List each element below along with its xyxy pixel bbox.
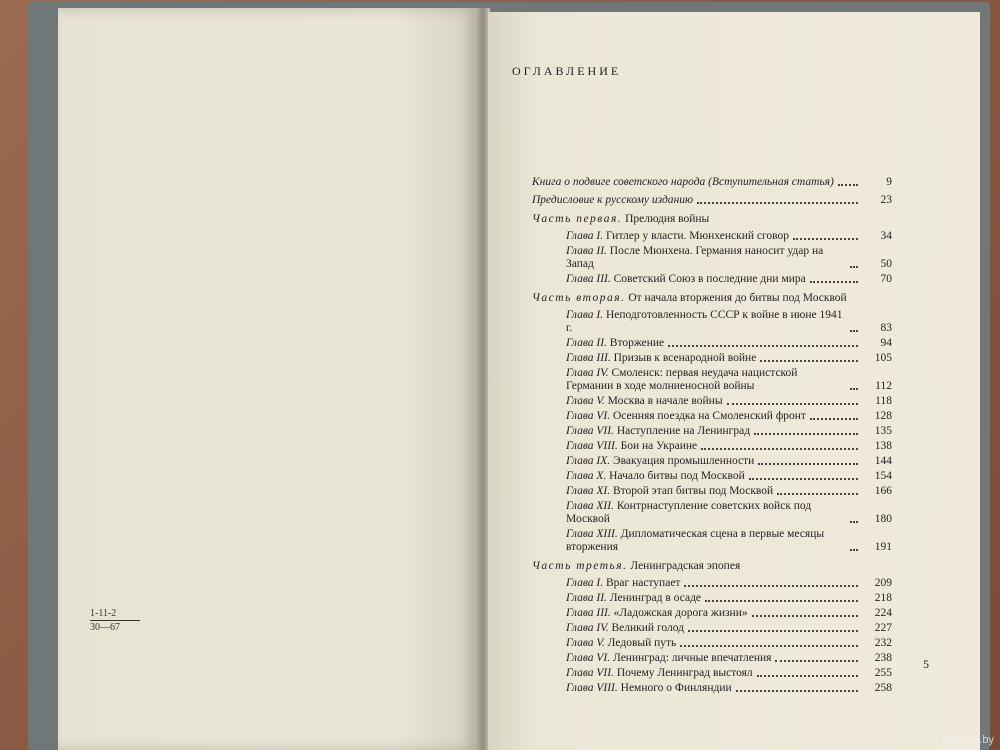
leader-dots — [850, 549, 858, 551]
leader-dots — [749, 478, 858, 480]
chapter-text — [566, 577, 680, 590]
chapter-title: «Ладожская дорога жизни» — [613, 607, 748, 619]
chapter-text — [566, 395, 723, 408]
toc-chapter-entry — [532, 410, 892, 423]
toc-chapter-entry — [532, 470, 892, 483]
chapter-title: Наступление на Ленинград — [616, 425, 751, 437]
page-number: 5 — [923, 657, 929, 671]
chapter-page: 112 — [875, 380, 892, 392]
chapter-label: Глава I. — [566, 230, 604, 242]
chapter-label: Глава V. — [566, 637, 605, 649]
chapter-label: Глава V. — [566, 395, 605, 407]
chapter-label: Глава I. — [566, 309, 604, 321]
leader-dots — [701, 448, 858, 450]
chapter-page: 138 — [874, 440, 892, 452]
imprint-code — [90, 608, 140, 633]
part-title: Прелюдия войны — [625, 213, 710, 225]
chapter-text — [566, 607, 748, 620]
toc-chapter-entry — [532, 528, 892, 554]
leader-dots — [838, 184, 858, 186]
chapter-label: Глава XI. — [566, 485, 611, 497]
leader-dots — [752, 615, 858, 617]
leader-dots — [697, 202, 858, 204]
toc-chapter-entry — [532, 607, 892, 620]
toc-chapter-entry — [532, 637, 892, 650]
chapter-title: Советский Союз в последние дни мира — [613, 273, 806, 285]
chapter-title: Враг наступает — [605, 577, 681, 589]
part-title: От начала вторжения до битвы под Москвой — [628, 292, 847, 304]
toc-chapter-entry — [532, 667, 892, 680]
leader-dots — [793, 238, 858, 240]
chapter-page: 218 — [874, 592, 892, 604]
chapter-title: Второй этап битвы под Москвой — [612, 485, 774, 497]
leader-dots — [727, 403, 858, 405]
part-title: Ленинградская эпопея — [630, 560, 741, 572]
chapter-label: Глава VIII. — [566, 682, 618, 694]
chapter-label: Глава VI. — [566, 652, 611, 664]
chapter-label: Глава I. — [566, 577, 604, 589]
chapter-page: 232 — [874, 637, 892, 649]
chapter-title: Неподготовленность СССР к войне в июне 1941 г. — [566, 309, 843, 334]
chapter-title: Осенняя поездка на Смоленский фронт — [612, 410, 806, 422]
leader-dots — [754, 433, 858, 435]
chapter-text — [566, 455, 754, 468]
chapter-label: Глава XII. — [566, 500, 614, 512]
chapter-page: 224 — [874, 607, 892, 619]
toc-chapter-entry — [532, 592, 892, 605]
leader-dots — [736, 690, 858, 692]
chapter-label: Глава III. — [566, 352, 611, 364]
leader-dots — [758, 463, 858, 465]
chapter-page: 154 — [874, 470, 892, 482]
chapter-title: После Мюнхена. Германия наносит удар на Запад — [566, 245, 824, 270]
chapter-page: 94 — [880, 337, 892, 349]
leader-dots — [850, 521, 858, 523]
chapter-title: Эвакуация промышленности — [612, 455, 755, 467]
chapter-label: Глава XIII. — [566, 528, 618, 540]
toc-entry-intro — [532, 176, 892, 189]
chapter-label: Глава VIII. — [566, 440, 618, 452]
leader-dots — [680, 645, 858, 647]
toc-entry-page: 23 — [880, 194, 892, 206]
imprint-top: 1-11-2 — [90, 608, 140, 621]
leader-dots — [810, 418, 858, 420]
chapter-page: 258 — [874, 682, 892, 694]
left-page — [58, 8, 478, 750]
chapter-label: Глава IV. — [566, 622, 609, 634]
chapter-page: 70 — [880, 273, 892, 285]
chapter-label: Глава VII. — [566, 425, 614, 437]
chapter-label: Глава II. — [566, 592, 607, 604]
toc-chapter-entry — [532, 230, 892, 243]
imprint-bottom: 30—67 — [90, 622, 120, 633]
chapter-label: Глава IX. — [566, 455, 611, 467]
toc-chapter-entry — [532, 652, 892, 665]
toc-chapter-entry — [532, 485, 892, 498]
chapter-text — [566, 337, 664, 350]
chapter-label: Глава II. — [566, 245, 607, 257]
chapter-text — [566, 485, 773, 498]
leader-dots — [810, 281, 858, 283]
chapter-title: Почему Ленинград выстоял — [616, 667, 753, 679]
chapter-label: Глава VII. — [566, 667, 614, 679]
chapter-page: 105 — [874, 352, 892, 364]
toc-entry-text: Книга о подвиге советского народа (Вступительная статья) — [532, 176, 834, 188]
chapter-title: Вторжение — [609, 337, 665, 349]
leader-dots — [757, 675, 858, 677]
leader-dots — [850, 266, 858, 268]
toc-chapter-entry — [532, 577, 892, 590]
chapter-page: 118 — [875, 395, 892, 407]
part-label: Часть вторая. — [532, 292, 626, 304]
chapter-page: 128 — [874, 410, 892, 422]
toc-heading: ОГЛАВЛЕНИЕ — [512, 64, 622, 78]
chapter-text — [566, 245, 846, 271]
part-label: Часть третья. — [532, 560, 628, 572]
chapter-text — [566, 273, 806, 286]
chapter-page: 135 — [874, 425, 892, 437]
chapter-text — [566, 622, 684, 635]
chapter-title: Начало битвы под Москвой — [609, 470, 745, 482]
chapter-title: Бои на Украине — [620, 440, 698, 452]
chapter-title: Немного о Финляндии — [620, 682, 732, 694]
chapter-title: Москва в начале войны — [607, 395, 723, 407]
chapter-page: 255 — [874, 667, 892, 679]
chapter-text — [566, 410, 806, 423]
chapter-text — [566, 352, 756, 365]
leader-dots — [760, 360, 858, 362]
chapter-page: 191 — [874, 541, 892, 553]
toc-chapter-entry — [532, 455, 892, 468]
leader-dots — [688, 630, 858, 632]
toc-chapter-entry — [532, 337, 892, 350]
chapter-page: 180 — [874, 513, 892, 525]
chapter-title: Ленинград: личные впечатления — [612, 652, 772, 664]
chapter-label: Глава II. — [566, 337, 607, 349]
toc-chapter-entry — [532, 309, 892, 335]
chapter-page: 83 — [880, 322, 892, 334]
toc-entry-text: Предисловие к русскому изданию — [532, 194, 694, 206]
chapter-page: 227 — [874, 622, 892, 634]
chapter-page: 34 — [880, 230, 892, 242]
toc-chapter-entry — [532, 395, 892, 408]
toc-part-heading — [532, 292, 892, 305]
table-of-contents — [532, 176, 892, 697]
leader-dots — [775, 660, 858, 662]
toc-entry-preface — [532, 194, 892, 207]
chapter-title: Дипломатическая сцена в первые месяцы вторжения — [566, 528, 825, 553]
chapter-label: Глава III. — [566, 607, 611, 619]
toc-chapter-entry — [532, 245, 892, 271]
toc-chapter-entry — [532, 622, 892, 635]
toc-chapter-entry — [532, 352, 892, 365]
toc-chapter-entry — [532, 440, 892, 453]
chapter-text — [566, 592, 701, 605]
chapter-text — [566, 440, 697, 453]
chapter-label: Глава III. — [566, 273, 611, 285]
toc-chapter-entry — [532, 425, 892, 438]
chapter-text — [566, 682, 732, 695]
chapter-text — [566, 652, 771, 665]
chapter-text — [566, 367, 846, 393]
toc-parts — [532, 213, 892, 695]
chapter-page: 209 — [874, 577, 892, 589]
chapter-title: Ледовый путь — [607, 637, 677, 649]
chapter-text — [566, 230, 789, 243]
toc-chapter-entry — [532, 273, 892, 286]
chapter-title: Ленинград в осаде — [609, 592, 702, 604]
leader-dots — [668, 345, 858, 347]
chapter-page: 238 — [874, 652, 892, 664]
chapter-text — [566, 667, 753, 680]
leader-dots — [705, 600, 858, 602]
chapter-page: 144 — [874, 455, 892, 467]
chapter-label: Глава VI. — [566, 410, 611, 422]
chapter-text — [566, 528, 846, 554]
chapter-text — [566, 425, 750, 438]
toc-chapter-entry — [532, 682, 892, 695]
toc-entry-page: 9 — [886, 176, 892, 188]
chapter-title: Смоленск: первая неудача нацистской Германии в ходе молниеносной войны — [566, 367, 798, 392]
chapter-text — [566, 470, 745, 483]
chapter-label: Глава IV. — [566, 367, 609, 379]
watermark: www.ay.by — [942, 734, 994, 746]
leader-dots — [777, 493, 858, 495]
chapter-text — [566, 637, 676, 650]
chapter-label: Глава X. — [566, 470, 607, 482]
chapter-title: Гитлер у власти. Мюнхенский сговор — [605, 230, 790, 242]
leader-dots — [850, 330, 858, 332]
chapter-title: Великий голод — [611, 622, 684, 634]
chapter-page: 50 — [880, 258, 892, 270]
toc-part-heading — [532, 560, 892, 573]
chapter-title: Призыв к всенародной войне — [613, 352, 757, 364]
toc-part-heading — [532, 213, 892, 226]
toc-chapter-entry — [532, 500, 892, 526]
leader-dots — [684, 585, 858, 587]
chapter-page: 166 — [874, 485, 892, 497]
chapter-title: Контрнаступление советских войск под Москвой — [566, 500, 812, 525]
leader-dots — [850, 388, 858, 390]
chapter-text — [566, 309, 846, 335]
part-label: Часть первая. — [532, 213, 623, 225]
chapter-text — [566, 500, 846, 526]
toc-chapter-entry — [532, 367, 892, 393]
